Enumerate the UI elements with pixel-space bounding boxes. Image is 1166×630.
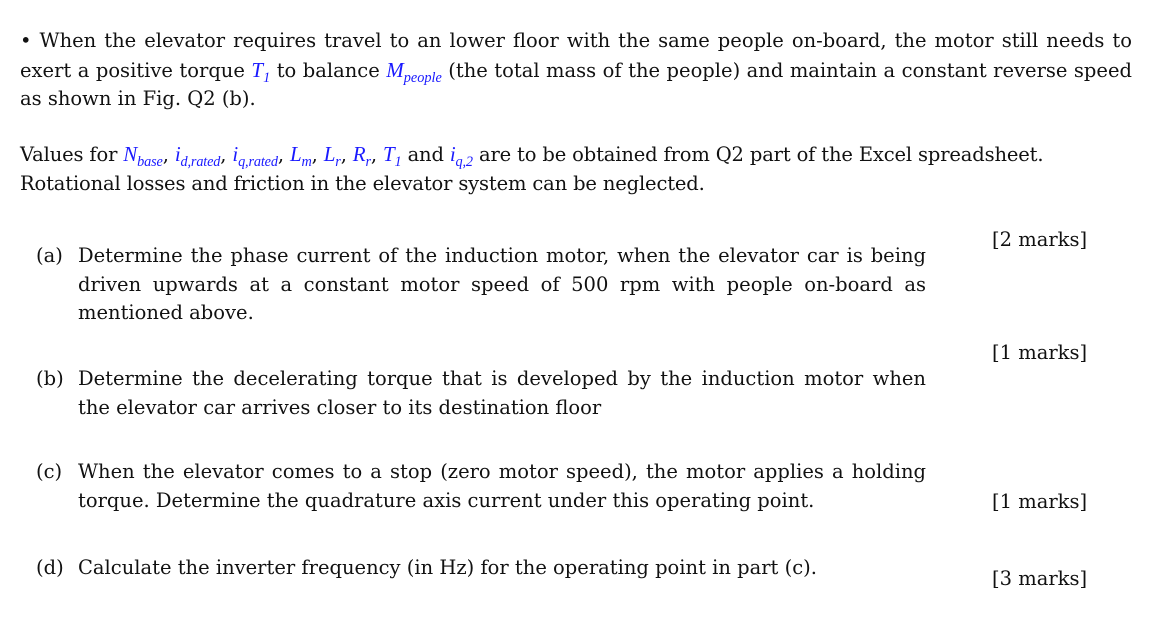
intro-text-3: (the total mass of the people) and maintain a constant reverse speed as shown in Fig. Q2 (b). bbox=[20, 58, 1132, 110]
symbol-iq-rated: $i_{q,rated}$ bbox=[232, 142, 278, 170]
symbol-Lm: $L_m$ bbox=[289, 142, 312, 170]
symbol-id-rated: $i_{d,rated}$ bbox=[174, 142, 221, 170]
question-label: (c) bbox=[36, 460, 63, 483]
marks-b: [1 marks] bbox=[992, 341, 1088, 364]
question-label: (a) bbox=[36, 244, 63, 267]
symbol-Rr: $R_r$ bbox=[352, 142, 371, 170]
question-c bbox=[36, 458, 926, 515]
question-label: (d) bbox=[36, 556, 64, 579]
question-a bbox=[36, 242, 926, 328]
values-text-1: Values for bbox=[20, 143, 124, 166]
symbol-T1-values: $T_1$ bbox=[383, 142, 402, 170]
marks-a: [2 marks] bbox=[992, 228, 1088, 251]
values-line-2: Rotational losses and friction in the elevator system can be neglected. bbox=[20, 171, 705, 195]
intro-text-2: to balance bbox=[270, 58, 387, 82]
bullet-point: • bbox=[20, 29, 32, 52]
values-paragraph: Values for $N_{base}$, $i_{d,rated}$, $i_{q,rated}$, $L_m$, $L_r$, $R_r$, $T_1$ and $i_{q,2}$ are to be obtained from Q2 part of the Excel spreadsheet. Rotational losses and friction in the elevator system can be neglected. bbox=[20, 142, 1044, 195]
symbol-M-people: $M_{people}$ bbox=[386, 57, 442, 86]
question-label: (b) bbox=[36, 367, 64, 390]
question-text: Calculate the inverter frequency (in Hz) for the operating point in part (c). bbox=[78, 556, 817, 579]
intro-paragraph bbox=[20, 27, 1132, 114]
marks-c: [1 marks] bbox=[992, 490, 1088, 513]
question-b bbox=[36, 365, 926, 422]
symbol-T1: $T_1$ bbox=[251, 57, 271, 86]
question-text: Determine the phase current of the induction motor, when the elevator car is being driven upwards at a constant motor speed of 500 rpm with people on-board as mentioned above. bbox=[78, 244, 926, 324]
question-text: When the elevator comes to a stop (zero motor speed), the motor applies a holding torque. Determine the quadrature axis current under this operating point. bbox=[78, 460, 926, 512]
symbol-Lr: $L_r$ bbox=[323, 142, 341, 170]
marks-d: [3 marks] bbox=[992, 567, 1088, 590]
values-text-2: are to be obtained from Q2 part of the Excel spreadsheet. bbox=[472, 143, 1044, 166]
question-text: Determine the decelerating torque that is developed by the induction motor when the elevator car arrives closer to its destination floor bbox=[78, 367, 926, 419]
symbol-N-base: $N_{base}$ bbox=[123, 142, 163, 170]
intro-text-1: When the elevator requires travel to an lower floor with the same people on-board, the motor still needs to exert a positive torque bbox=[20, 29, 1132, 82]
question-d bbox=[36, 554, 926, 583]
symbol-iq2: $i_{q,2}$ bbox=[449, 142, 473, 170]
